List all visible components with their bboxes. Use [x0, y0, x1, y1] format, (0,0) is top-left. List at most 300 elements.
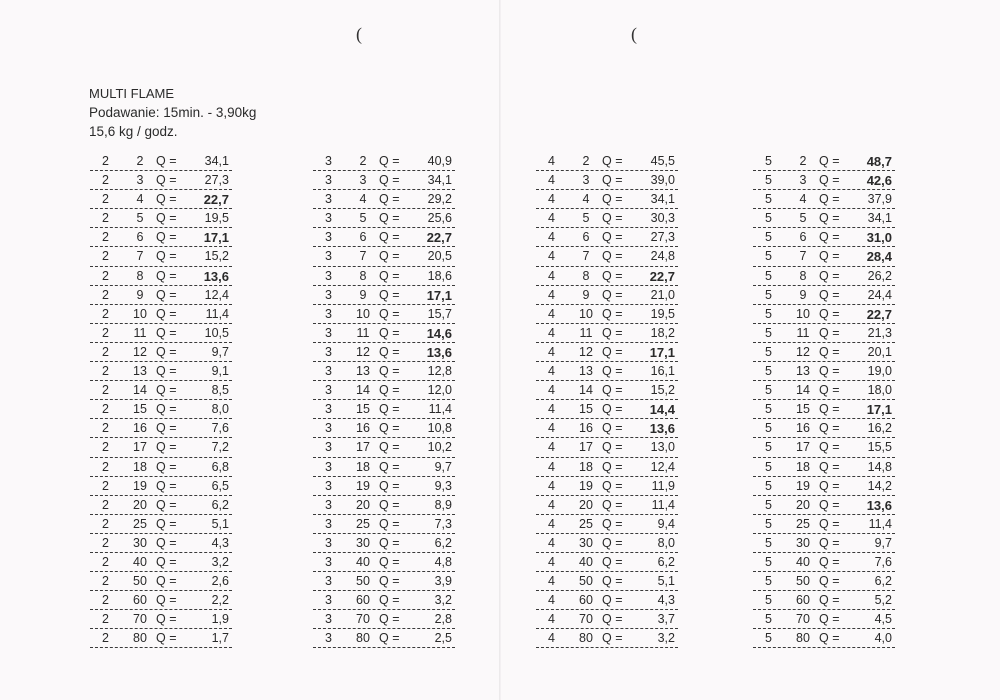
q-label: Q =: [156, 497, 177, 512]
table-row: [313, 305, 455, 324]
row-b-value: 40: [579, 554, 593, 569]
table-row: [90, 190, 232, 209]
table-row: [536, 515, 678, 534]
table-row: [313, 496, 455, 515]
q-value: 48,7: [866, 154, 892, 169]
row-b-value: 25: [796, 516, 810, 531]
table-row: [536, 209, 678, 228]
row-b-value: 17: [356, 440, 370, 455]
q-value: 13,6: [426, 344, 452, 360]
table-row: [753, 228, 895, 247]
q-label: Q =: [156, 383, 177, 398]
q-value: 30,3: [650, 211, 675, 226]
row-b-value: 10: [356, 306, 370, 321]
q-value: 9,7: [874, 535, 892, 550]
row-a-value: 4: [548, 440, 555, 455]
row-a-value: 3: [325, 173, 332, 188]
table-row: [753, 591, 895, 610]
q-label: Q =: [819, 554, 840, 569]
q-label: Q =: [602, 535, 623, 550]
q-value: 7,2: [211, 440, 229, 455]
row-b-value: 80: [356, 631, 370, 646]
table-row: [90, 419, 232, 438]
q-value: 13,6: [866, 497, 892, 513]
q-label: Q =: [819, 516, 840, 531]
q-label: Q =: [156, 268, 177, 283]
row-b-value: 6: [582, 230, 590, 245]
table-row: [90, 343, 232, 362]
q-label: Q =: [156, 192, 177, 207]
table-row: [536, 305, 678, 324]
row-b-value: 3: [799, 173, 807, 188]
table-row: [536, 343, 678, 362]
q-label: Q =: [156, 421, 177, 436]
q-label: Q =: [602, 211, 623, 226]
row-a-value: 4: [548, 249, 555, 264]
table-row: [536, 324, 678, 343]
table-row: [753, 496, 895, 515]
q-value: 2,5: [434, 631, 452, 646]
row-b-value: 19: [356, 478, 370, 493]
q-label: Q =: [156, 440, 177, 455]
row-a-value: 2: [102, 421, 109, 436]
row-b-value: 16: [796, 421, 810, 436]
table-row: [313, 267, 455, 286]
q-label: Q =: [602, 287, 623, 302]
row-a-value: 3: [325, 364, 332, 379]
row-a-value: 3: [325, 459, 332, 474]
table-row: [753, 419, 895, 438]
q-label: Q =: [379, 364, 400, 379]
row-a-value: 5: [765, 249, 772, 264]
row-a-value: 2: [102, 268, 109, 283]
q-value: 4,5: [874, 612, 892, 627]
q-label: Q =: [819, 287, 840, 302]
row-b-value: 9: [582, 287, 590, 302]
q-label: Q =: [819, 211, 840, 226]
q-label: Q =: [379, 344, 400, 359]
row-a-value: 2: [102, 574, 109, 589]
q-label: Q =: [602, 593, 623, 608]
row-b-value: 19: [133, 478, 147, 493]
table-row: [90, 496, 232, 515]
table-row: [313, 247, 455, 266]
q-value: 17,1: [203, 230, 229, 246]
q-label: Q =: [379, 325, 400, 340]
q-label: Q =: [602, 440, 623, 455]
table-row: [90, 267, 232, 286]
q-label: Q =: [819, 421, 840, 436]
q-value: 18,2: [650, 325, 675, 340]
table-row: [313, 572, 455, 591]
q-value: 7,6: [211, 421, 229, 436]
q-value: 10,8: [427, 421, 452, 436]
row-a-value: 3: [325, 612, 332, 627]
row-b-value: 60: [579, 593, 593, 608]
row-b-value: 18: [796, 459, 810, 474]
row-a-value: 4: [548, 516, 555, 531]
table-row: [90, 534, 232, 553]
row-b-value: 2: [582, 154, 590, 168]
row-a-value: 4: [548, 478, 555, 493]
q-value: 9,1: [211, 364, 229, 379]
row-b-value: 13: [356, 364, 370, 379]
q-value: 17,1: [866, 402, 892, 418]
q-label: Q =: [602, 230, 623, 245]
q-label: Q =: [379, 421, 400, 436]
q-value: 2,6: [211, 574, 229, 589]
row-b-value: 25: [133, 516, 147, 531]
q-label: Q =: [602, 421, 623, 436]
row-a-value: 3: [325, 631, 332, 646]
q-label: Q =: [156, 631, 177, 646]
row-a-value: 2: [102, 516, 109, 531]
q-value: 13,6: [203, 268, 229, 284]
q-value: 4,3: [657, 593, 675, 608]
row-a-value: 2: [102, 459, 109, 474]
q-value: 42,6: [866, 173, 892, 189]
q-label: Q =: [156, 574, 177, 589]
row-b-value: 9: [799, 287, 807, 302]
table-row: [536, 171, 678, 190]
q-value: 5,1: [211, 516, 229, 531]
row-a-value: 5: [765, 421, 772, 436]
table-row: [753, 152, 895, 171]
row-b-value: 30: [133, 535, 147, 550]
table-row: [536, 381, 678, 400]
q-value: 34,1: [204, 154, 229, 168]
q-label: Q =: [819, 173, 840, 188]
q-label: Q =: [156, 249, 177, 264]
q-value: 22,7: [203, 192, 229, 208]
row-b-value: 15: [356, 402, 370, 417]
q-label: Q =: [819, 306, 840, 321]
row-a-value: 3: [325, 268, 332, 283]
table-row: [313, 553, 455, 572]
q-value: 22,7: [866, 306, 892, 322]
row-a-value: 2: [102, 230, 109, 245]
q-label: Q =: [379, 612, 400, 627]
q-label: Q =: [819, 344, 840, 359]
row-b-value: 8: [799, 268, 807, 283]
q-value: 6,2: [434, 535, 452, 550]
row-a-value: 3: [325, 516, 332, 531]
q-value: 4,0: [874, 631, 892, 646]
q-label: Q =: [819, 535, 840, 550]
row-b-value: 15: [579, 402, 593, 417]
row-a-value: 5: [765, 344, 772, 359]
row-a-value: 3: [325, 497, 332, 512]
table-row: [753, 267, 895, 286]
q-value: 5,2: [874, 593, 892, 608]
page-fold: [499, 0, 501, 700]
q-label: Q =: [602, 325, 623, 340]
q-value: 27,3: [204, 173, 229, 188]
table-row: [536, 286, 678, 305]
row-a-value: 2: [102, 478, 109, 493]
q-label: Q =: [156, 344, 177, 359]
q-label: Q =: [819, 402, 840, 417]
table-row: [536, 591, 678, 610]
row-a-value: 5: [765, 230, 772, 245]
table-row: [536, 152, 678, 171]
row-b-value: 2: [799, 154, 807, 168]
q-value: 24,4: [867, 287, 892, 302]
table-row: [313, 381, 455, 400]
row-a-value: 4: [548, 554, 555, 569]
q-label: Q =: [819, 478, 840, 493]
q-value: 9,3: [434, 478, 452, 493]
q-label: Q =: [156, 230, 177, 245]
row-a-value: 4: [548, 344, 555, 359]
q-value: 40,9: [427, 154, 452, 168]
row-a-value: 2: [102, 402, 109, 417]
q-label: Q =: [379, 574, 400, 589]
q-label: Q =: [602, 612, 623, 627]
row-b-value: 13: [796, 364, 810, 379]
q-label: Q =: [602, 554, 623, 569]
table-row: [753, 343, 895, 362]
q-value: 6,8: [211, 459, 229, 474]
row-b-value: 10: [796, 306, 810, 321]
table-row: [90, 629, 232, 648]
row-a-value: 4: [548, 631, 555, 646]
document-header: [89, 84, 256, 141]
q-label: Q =: [819, 574, 840, 589]
q-label: Q =: [379, 154, 400, 168]
table-row: [90, 438, 232, 457]
q-value: 4,3: [211, 535, 229, 550]
q-label: Q =: [379, 554, 400, 569]
q-value: 15,2: [204, 249, 229, 264]
row-b-value: 15: [133, 402, 147, 417]
table-row: [313, 209, 455, 228]
table-row: [536, 458, 678, 477]
row-b-value: 40: [356, 554, 370, 569]
table-row: [753, 286, 895, 305]
row-b-value: 70: [796, 612, 810, 627]
table-row: [536, 534, 678, 553]
row-a-value: 4: [548, 268, 555, 283]
row-b-value: 3: [582, 173, 590, 188]
q-label: Q =: [819, 459, 840, 474]
row-b-value: 80: [579, 631, 593, 646]
q-value: 10,2: [427, 440, 452, 455]
table-row: [536, 610, 678, 629]
q-label: Q =: [819, 631, 840, 646]
table-row: [753, 400, 895, 419]
q-value: 26,2: [867, 268, 892, 283]
row-b-value: 19: [579, 478, 593, 493]
q-value: 1,9: [211, 612, 229, 627]
row-b-value: 7: [136, 249, 144, 264]
table-row: [313, 171, 455, 190]
table-row: [313, 534, 455, 553]
row-a-value: 4: [548, 211, 555, 226]
q-value: 45,5: [650, 154, 675, 168]
row-b-value: 18: [356, 459, 370, 474]
table-row: [90, 171, 232, 190]
q-value: 8,5: [211, 383, 229, 398]
q-value: 14,4: [649, 402, 675, 418]
table-row: [753, 324, 895, 343]
q-value: 27,3: [650, 230, 675, 245]
q-value: 15,2: [650, 383, 675, 398]
row-a-value: 3: [325, 554, 332, 569]
table-row: [313, 286, 455, 305]
table-row: [536, 496, 678, 515]
q-value: 12,0: [427, 383, 452, 398]
table-row: [536, 419, 678, 438]
q-value: 15,5: [867, 440, 892, 455]
q-value: 5,1: [657, 574, 675, 589]
row-b-value: 5: [136, 211, 144, 226]
row-a-value: 5: [765, 574, 772, 589]
q-label: Q =: [379, 497, 400, 512]
row-a-value: 2: [102, 554, 109, 569]
q-value: 20,1: [867, 344, 892, 359]
q-value: 21,0: [650, 287, 675, 302]
table-row: [313, 228, 455, 247]
table-column-2: [90, 152, 232, 648]
q-label: Q =: [156, 287, 177, 302]
row-a-value: 5: [765, 516, 772, 531]
row-a-value: 3: [325, 249, 332, 264]
row-a-value: 5: [765, 192, 772, 207]
table-row: [753, 305, 895, 324]
row-a-value: 2: [102, 440, 109, 455]
table-row: [753, 381, 895, 400]
row-b-value: 17: [579, 440, 593, 455]
q-label: Q =: [819, 154, 840, 168]
q-value: 24,8: [650, 249, 675, 264]
row-b-value: 16: [356, 421, 370, 436]
q-label: Q =: [602, 478, 623, 493]
row-b-value: 11: [356, 325, 370, 340]
row-b-value: 12: [579, 344, 593, 359]
q-label: Q =: [156, 612, 177, 627]
row-b-value: 50: [133, 574, 147, 589]
q-value: 9,7: [434, 459, 452, 474]
q-label: Q =: [819, 364, 840, 379]
table-row: [536, 247, 678, 266]
row-a-value: 3: [325, 154, 332, 168]
q-value: 19,5: [650, 306, 675, 321]
table-row: [536, 572, 678, 591]
table-row: [90, 247, 232, 266]
row-a-value: 5: [765, 325, 772, 340]
q-value: 12,8: [427, 364, 452, 379]
row-a-value: 4: [548, 287, 555, 302]
q-label: Q =: [156, 459, 177, 474]
row-b-value: 30: [579, 535, 593, 550]
q-value: 11,4: [205, 306, 229, 321]
q-label: Q =: [379, 230, 400, 245]
row-a-value: 4: [548, 535, 555, 550]
row-b-value: 17: [133, 440, 147, 455]
row-a-value: 4: [548, 364, 555, 379]
q-label: Q =: [602, 364, 623, 379]
row-b-value: 9: [136, 287, 144, 302]
q-value: 3,9: [434, 574, 452, 589]
q-value: 4,8: [434, 554, 452, 569]
row-b-value: 7: [582, 249, 590, 264]
table-row: [90, 458, 232, 477]
row-a-value: 3: [325, 192, 332, 207]
q-label: Q =: [819, 325, 840, 340]
row-a-value: 4: [548, 230, 555, 245]
row-b-value: 50: [796, 574, 810, 589]
row-a-value: 4: [548, 574, 555, 589]
q-value: 39,0: [650, 173, 675, 188]
table-row: [90, 572, 232, 591]
q-label: Q =: [379, 383, 400, 398]
table-row: [90, 152, 232, 171]
row-a-value: 3: [325, 325, 332, 340]
row-a-value: 5: [765, 287, 772, 302]
q-value: 9,4: [657, 516, 675, 531]
q-label: Q =: [379, 593, 400, 608]
row-a-value: 4: [548, 192, 555, 207]
row-b-value: 6: [359, 230, 367, 245]
row-a-value: 5: [765, 593, 772, 608]
row-b-value: 60: [133, 593, 147, 608]
table-column-5: [753, 152, 895, 648]
table-row: [313, 629, 455, 648]
document-title: MULTI FLAME: [89, 86, 174, 101]
row-a-value: 3: [325, 421, 332, 436]
q-value: 6,5: [211, 478, 229, 493]
table-row: [536, 362, 678, 381]
row-a-value: 3: [325, 574, 332, 589]
feed-rate-line: Podawanie: 15min. - 3,90kg: [89, 105, 257, 120]
row-b-value: 7: [359, 249, 367, 264]
table-row: [90, 477, 232, 496]
row-b-value: 30: [356, 535, 370, 550]
row-b-value: 30: [796, 535, 810, 550]
q-value: 17,1: [649, 344, 675, 360]
row-a-value: 5: [765, 535, 772, 550]
row-b-value: 14: [579, 383, 593, 398]
row-a-value: 4: [548, 593, 555, 608]
table-row: [753, 458, 895, 477]
row-a-value: 5: [765, 554, 772, 569]
row-b-value: 4: [799, 192, 807, 207]
row-a-value: 3: [325, 211, 332, 226]
row-a-value: 5: [765, 402, 772, 417]
table-column-3: [313, 152, 455, 648]
table-row: [536, 553, 678, 572]
row-b-value: 70: [133, 612, 147, 627]
q-value: 7,6: [874, 554, 892, 569]
row-b-value: 12: [133, 344, 147, 359]
table-row: [90, 286, 232, 305]
row-b-value: 11: [796, 325, 810, 340]
row-b-value: 50: [579, 574, 593, 589]
q-label: Q =: [602, 497, 623, 512]
table-row: [90, 324, 232, 343]
table-row: [753, 553, 895, 572]
row-a-value: 4: [548, 402, 555, 417]
q-value: 11,4: [651, 497, 675, 512]
row-a-value: 3: [325, 593, 332, 608]
row-a-value: 5: [765, 478, 772, 493]
row-a-value: 5: [765, 154, 772, 168]
row-b-value: 7: [799, 249, 807, 264]
row-a-value: 4: [548, 154, 555, 168]
row-a-value: 2: [102, 631, 109, 646]
q-label: Q =: [156, 402, 177, 417]
